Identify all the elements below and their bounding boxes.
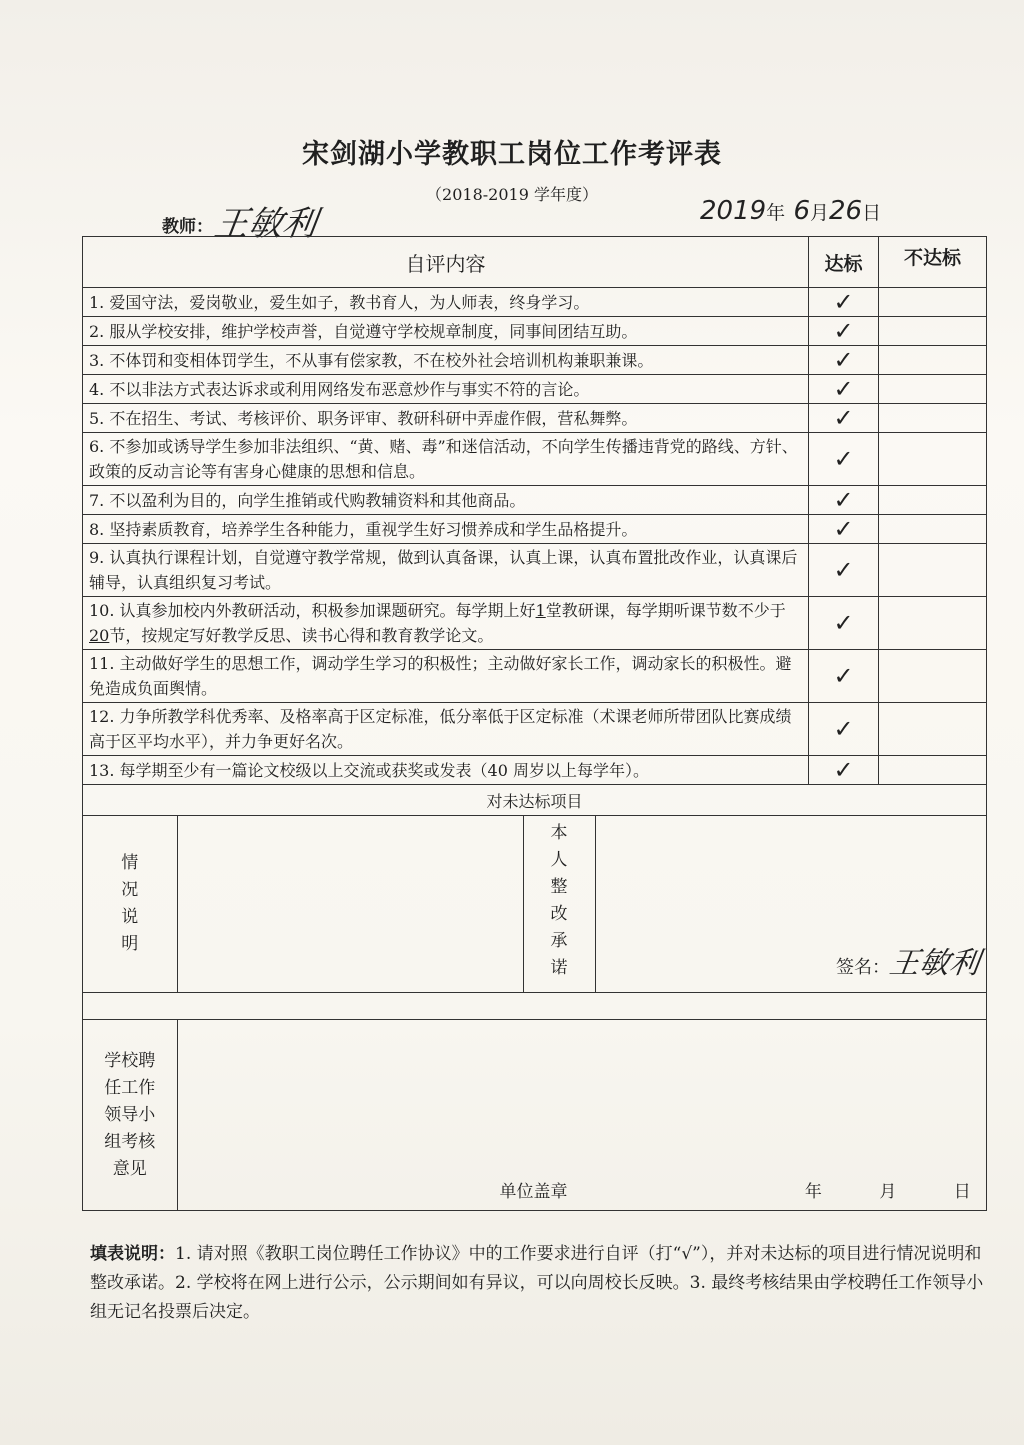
item-text: 11. 主动做好学生的思想工作，调动学生学习的积极性；主动做好家长工作，调动家长的积极性。避免造成负面舆情。	[83, 650, 809, 703]
item-text: 1. 爱国守法，爱岗敬业，爱生如子，教书育人，为人师表，终身学习。	[83, 288, 809, 317]
met-cell[interactable]	[809, 375, 879, 404]
not-met-cell[interactable]	[879, 404, 987, 433]
seal-date-year: 年	[804, 1182, 822, 1202]
unmet-detail-row	[83, 816, 987, 993]
item-text: 5. 不在招生、考试、考核评价、职务评审、教研科研中弄虚作假，营私舞弊。	[83, 404, 809, 433]
checkmark-icon: ✓	[833, 486, 854, 514]
academic-year: （2018-2019 学年度）	[426, 185, 598, 204]
not-met-cell[interactable]	[879, 433, 987, 486]
signature-label: 签名：	[836, 957, 890, 978]
checkmark-icon: ✓	[833, 288, 854, 316]
checkmark-icon: ✓	[833, 445, 854, 473]
item-text: 9. 认真执行课程计划，自觉遵守教学常规，做到认真备课，认真上课，认真布置批改作业，认真课后辅导，认真组织复习考试。	[83, 544, 809, 597]
unmet-section-title: 对未达标项目	[83, 785, 987, 816]
met-cell[interactable]	[809, 486, 879, 515]
checkmark-icon: ✓	[833, 756, 854, 784]
header-content: 自评内容	[83, 237, 809, 288]
checkmark-icon: ✓	[833, 662, 854, 690]
seal-date-day: 日	[953, 1182, 971, 1202]
date-day: 26	[829, 196, 863, 226]
met-cell[interactable]	[809, 703, 879, 756]
table-row	[83, 756, 987, 785]
table-row	[83, 317, 987, 346]
situation-label-cell	[83, 816, 177, 992]
item-text: 12. 力争所教学科优秀率、及格率高于区定标准，低分率低于区定标准（术课老师所带团队比赛成绩高于区平均水平），并力争更好名次。	[83, 703, 809, 756]
school-opinion-table	[83, 1020, 986, 1210]
checkmark-icon: ✓	[833, 609, 854, 637]
checkmark-icon: ✓	[833, 375, 854, 403]
not-met-cell[interactable]	[879, 375, 987, 404]
unmet-detail-table	[83, 816, 986, 992]
commitment-label: 本人整改承诺	[550, 823, 568, 978]
table-row	[83, 544, 987, 597]
spacer-row	[83, 993, 987, 1020]
school-opinion-label-cell	[83, 1020, 177, 1210]
date-year-unit: 年	[766, 202, 786, 224]
school-opinion-row	[83, 1020, 987, 1211]
checkmark-icon: ✓	[833, 556, 854, 584]
lessons-count: 1	[535, 601, 546, 620]
not-met-cell[interactable]	[879, 703, 987, 756]
met-cell[interactable]	[809, 317, 879, 346]
school-opinion-label: 学校聘任工作领导小组考核意见	[104, 1050, 156, 1179]
table-row	[83, 515, 987, 544]
item-text: 2. 服从学校安排，维护学校声誉，自觉遵守学校规章制度，同事间团结互助。	[83, 317, 809, 346]
form-title: 宋剑湖小学教职工岗位工作考评表	[302, 139, 722, 170]
checkmark-icon: ✓	[833, 715, 854, 743]
fill-date	[700, 196, 881, 226]
item-10-part-a: 10. 认真参加校内外教研活动，积极参加课题研究。每学期上好	[89, 601, 536, 620]
not-met-cell[interactable]	[879, 288, 987, 317]
item-text: 4. 不以非法方式表达诉求或利用网络发布恶意炒作与事实不符的言论。	[83, 375, 809, 404]
school-opinion-input[interactable]	[177, 1020, 986, 1210]
item-text: 8. 坚持素质教育，培养学生各种能力，重视学生好习惯养成和学生品格提升。	[83, 515, 809, 544]
teacher-label: 教师：	[162, 217, 213, 237]
not-met-cell[interactable]	[879, 650, 987, 703]
unmet-section-title-row	[83, 785, 987, 816]
item-text: 7. 不以盈利为目的，向学生推销或代购教辅资料和其他商品。	[83, 486, 809, 515]
met-cell[interactable]	[809, 650, 879, 703]
situation-label: 情况说明	[121, 853, 139, 954]
met-cell[interactable]	[809, 515, 879, 544]
situation-input[interactable]	[177, 816, 523, 992]
not-met-cell[interactable]	[879, 346, 987, 375]
not-met-cell[interactable]	[879, 317, 987, 346]
checkmark-icon: ✓	[833, 346, 854, 374]
table-row	[83, 650, 987, 703]
item-text: 13. 每学期至少有一篇论文校级以上交流或获奖或发表（40 周岁以上每学年）。	[83, 756, 809, 785]
seal-label: 单位盖章	[499, 1182, 568, 1202]
checkmark-icon: ✓	[833, 317, 854, 345]
date-year: 2019	[700, 196, 767, 226]
filling-instructions	[90, 1240, 986, 1327]
commitment-label-cell	[523, 816, 595, 992]
teacher-signature: 王敏利	[211, 204, 320, 244]
item-text: 6. 不参加或诱导学生参加非法组织、“黄、赌、毒”和迷信活动，不向学生传播违背党的路线、方针、政策的反动言论等有害身心健康的思想和信息。	[83, 433, 809, 486]
table-row	[83, 433, 987, 486]
item-text	[83, 597, 809, 650]
table-header-row	[83, 237, 987, 288]
met-cell[interactable]	[809, 597, 879, 650]
table-row	[83, 346, 987, 375]
checkmark-icon: ✓	[833, 515, 854, 543]
evaluation-table	[82, 236, 987, 1211]
checkmark-icon: ✓	[833, 404, 854, 432]
met-cell[interactable]	[809, 433, 879, 486]
met-cell[interactable]	[809, 756, 879, 785]
met-cell[interactable]	[809, 404, 879, 433]
handwritten-signature: 王敏利	[887, 946, 982, 981]
item-10-part-b: 堂教研课，每学期听课节数不少于	[545, 601, 786, 620]
item-text: 3. 不体罚和变相体罚学生，不从事有偿家教，不在校外社会培训机构兼职兼课。	[83, 346, 809, 375]
met-cell[interactable]	[809, 346, 879, 375]
not-met-cell[interactable]	[879, 756, 987, 785]
met-cell[interactable]	[809, 544, 879, 597]
date-month: 6	[793, 196, 810, 226]
header-not-met: 不达标	[879, 237, 987, 288]
header-met: 达标	[809, 237, 879, 288]
table-row	[83, 486, 987, 515]
commitment-input[interactable]	[595, 816, 986, 992]
table-row	[83, 288, 987, 317]
not-met-cell[interactable]	[879, 486, 987, 515]
table-row	[83, 597, 987, 650]
not-met-cell[interactable]	[879, 515, 987, 544]
not-met-cell[interactable]	[879, 544, 987, 597]
table-row	[83, 404, 987, 433]
not-met-cell[interactable]	[879, 597, 987, 650]
instructions-text: 1. 请对照《教职工岗位聘任工作协议》中的工作要求进行自评（打“√”），并对未达标的项目进行情况说明和整改承诺。2. 学校将在网上进行公示，公示期间如有异议，可以向周校长反映。3. 最终考核结果由学校聘任工作领导小组无记名投票后决定。	[90, 1244, 984, 1322]
date-month-unit: 月	[810, 202, 830, 224]
date-day-unit: 日	[862, 202, 882, 224]
table-row	[83, 703, 987, 756]
observation-count: 20	[89, 626, 110, 645]
instructions-label: 填表说明：	[90, 1244, 175, 1264]
item-10-part-c: 节，按规定写好教学反思、读书心得和教育教学论文。	[109, 626, 494, 645]
met-cell[interactable]	[809, 288, 879, 317]
table-row	[83, 375, 987, 404]
seal-date-month: 月	[879, 1182, 897, 1202]
